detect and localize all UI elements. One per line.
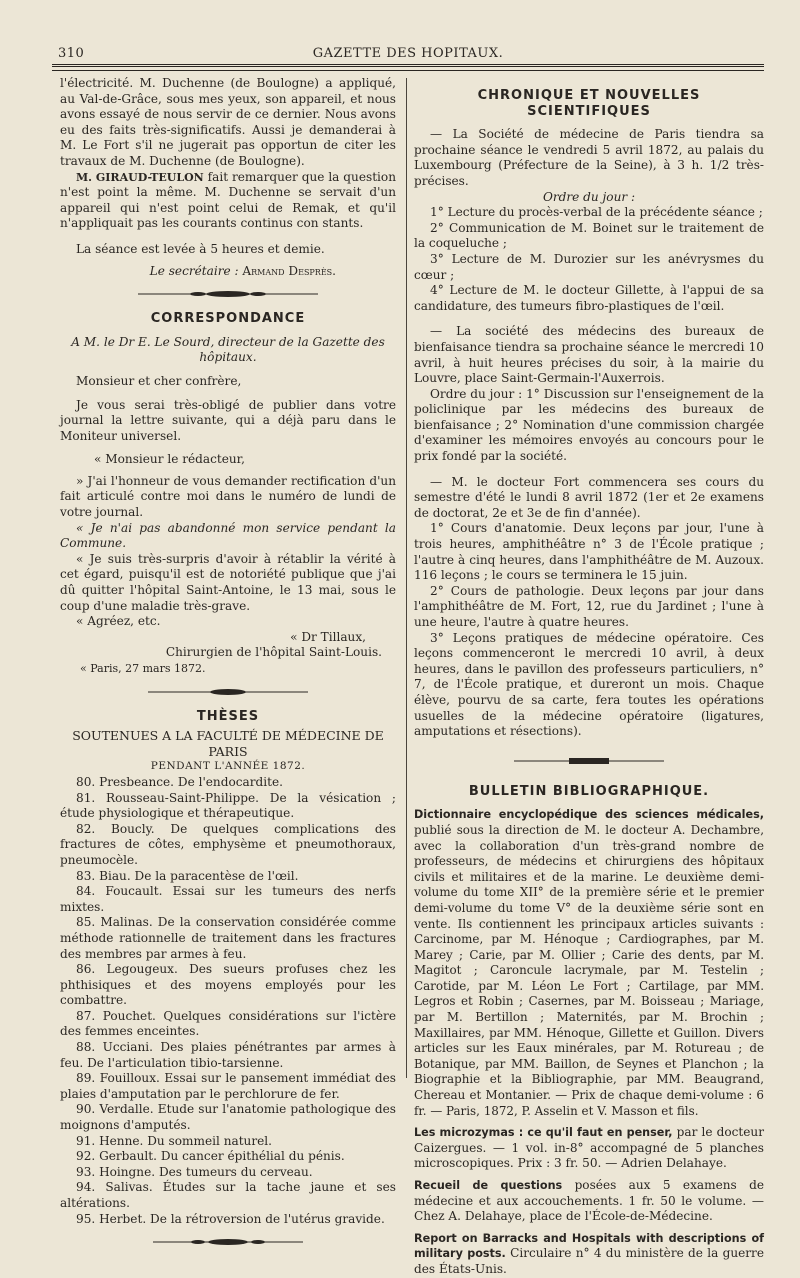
theses-subtitle: SOUTENUES A LA FACULTÉ DE MÉDECINE DE PARIS [72,728,384,759]
list-item: 89. Fouilloux. Essai sur le pansement immédiat des plaies d'amputation par le perchlorure de fer. [60,1071,396,1101]
letter-date: « Paris, 27 mars 1872. [80,662,206,675]
left-column [60,76,396,1259]
paragraph: La séance est levée à 5 heures et demie. [76,241,325,256]
running-header [58,44,758,64]
list-item: 84. Foucault. Essai sur les tumeurs des nerfs mixtes. [60,884,396,914]
list-item: 80. Presbeance. De l'endocardite. [76,774,283,789]
list-item: 85. Malinas. De la conservation considérée comme méthode rationnelle de traitement dans les fractures des membres par armes à feu. [60,915,396,961]
signature-name: Armand Desprès. [242,263,336,278]
speaker-name: M. GIRAUD-TEULON [76,170,204,184]
list-item: 2° Communication de M. Boinet sur le traitement de la coqueluche ; [414,220,764,251]
paragraph: « Je n'ai pas abandonné mon service pendant la Commune. [60,520,396,551]
paragraph: « Agréez, etc. [76,614,161,629]
order-of-day-label: Ordre du jour : [542,189,636,204]
paragraph: l'électricité. M. Duchenne (de Boulogne) a appliqué, au Val-de-Grâce, sous mes yeux, son appareil, et nous avons essayé de nous servir de ce dernier. Nous avons eu des faits très-significatifs. Aussi je demanderai à M. Le Fort s'il ne jugerait pas opportun de citer les travaux de M. Duchenne (de Boulogne). [60,76,396,168]
list-item: 90. Verdalle. Etude sur l'anatomie pathologique des moignons d'amputés. [60,1102,396,1133]
section-heading-bulletin: BULLETIN BIBLIOGRAPHIQUE. [468,783,710,799]
entry-text: Circulaire n° 4 du ministère de la guerre des États-Unis. [414,1246,764,1276]
list-item: 86. Legougeux. Des sueurs profuses chez les phthisiques et des moyens employés pour les combattre. [60,962,396,1008]
bibliography-entry [414,1125,764,1172]
ornament-divider [60,687,396,699]
paragraph: Je vous serai très-obligé de publier dans votre journal la lettre suivante, qui a déjà paru dans le Moniteur universel. [60,397,396,443]
letter-signature-name: « Dr Tillaux, [290,629,366,644]
list-item: 91. Henne. Du sommeil naturel. [76,1133,272,1148]
theses-year: PENDANT L'ANNÉE 1872. [150,760,306,773]
bibliography-entry [414,1178,764,1225]
right-column [414,76,764,1278]
list-item: 2° Cours de pathologie. Deux leçons par jour dans l'amphithéâtre de M. Fort, 12, rue du Jardinet ; l'une à une heure, l'autre à quatre heures. [414,583,764,629]
list-item: 95. Herbet. De la rétroversion de l'utérus gravide. [76,1211,385,1226]
header-rule-thin [52,70,764,71]
ornament-divider [60,289,396,301]
list-item: 3° Lecture de M. Durozier sur les anévrysmes du cœur ; [414,251,764,282]
list-item: 88. Ucciani. Des plaies pénétrantes par armes à feu. De l'articulation tibio-tarsienne. [60,1040,396,1070]
list-item: 1° Cours d'anatomie. Deux leçons par jour, l'une à trois heures, amphithéâtre n° 3 de l'École pratique ; l'autre à cinq heures, dans l'amphithéâtre de M. Auzoux. 116 leçons ; le cours se terminera le 15 juin. [414,521,764,583]
theses-list [60,775,396,1227]
column-divider [406,78,407,1078]
letter-signature-title: Chirurgien de l'hôpital Saint-Louis. [165,645,382,660]
paragraph: « Je suis très-surpris d'avoir à rétablir la vérité à cet égard, puisqu'il est de notoriété publique que j'ai dû quitter l'hôpital Saint-Antoine, le 13 mai, sous le coup d'une maladie très-grave. [60,551,396,613]
list-item: 87. Pouchet. Quelques considérations sur l'ictère des femmes enceintes. [60,1008,396,1039]
signature [60,264,396,280]
paragraph: » J'ai l'honneur de vous demander rectification d'un fait articulé contre moi dans le numéro de lundi de votre journal. [60,473,396,520]
bibliography-entry [414,1231,764,1278]
entry-title: Les microzymas : ce qu'il faut en penser, [414,1126,673,1140]
list-item: 94. Salivas. Études sur la tache jaune et ses altérations. [60,1180,396,1210]
paragraph: « Monsieur le rédacteur, [94,452,245,467]
entry-text: par le docteur Caizergues. — 1 vol. in-8° accompagné de 5 planches microscopiques. Prix : 3 fr. 50. — Adrien Delahaye. [414,1125,764,1171]
speaker-text: fait remarquer que la question n'est point la même. M. Duchenne se servait d'un appareil qui n'est point celui de Remak, et qu'il n'appliquait pas les courants continus con stants. [60,169,396,231]
bibliography-entry [414,807,764,1119]
entry-text: posées aux 5 examens de médecine et aux accouchements. 1 fr. 50 le volume. — Chez A. Delahaye, place de l'École-de-Médecine. [414,1178,764,1224]
ornament-divider [60,1237,396,1249]
paragraph [60,170,396,232]
list-item: 4° Lecture de M. le docteur Gillette, à l'appui de sa candidature, des tumeurs fibro-plastiques de l'œil. [414,283,764,313]
paragraph: — M. le docteur Fort commencera ses cours du semestre d'été le lundi 8 avril 1872 (1er et 2e examens de doctorat, 2e et 3e de fin d'année). [414,474,764,520]
signature-label: Le secrétaire : [149,263,243,278]
section-heading-correspondance: CORRESPONDANCE [150,311,306,327]
entry-title: Recueil de questions [414,1179,563,1192]
list-item: 82. Boucly. De quelques complications des fractures de côtes, emphysème et pneumothoraux, pneumocèle. [60,821,396,867]
entry-title: Dictionnaire encyclopédique des sciences médicales, [414,808,764,822]
header-rule [52,64,764,67]
paragraph: — La société des médecins des bureaux de bienfaisance tiendra sa prochaine séance le mercredi 10 avril, à huit heures précises du soir, à la mairie du Louvre, place Saint-Germain-l'Auxerrois. [414,324,764,386]
paragraph: — La Société de médecine de Paris tiendra sa prochaine séance le vendredi 5 avril 1872, au palais du Luxembourg (Préfecture de la Seine), à 3 h. 1/2 très-précises. [414,127,764,188]
section-heading-chronique: CHRONIQUE ET NOUVELLES SCIENTIFIQUES [477,88,701,119]
journal-title: GAZETTE DES HOPITAUX. [312,46,504,61]
paragraph: Ordre du jour : 1° Discussion sur l'enseignement de la policlinique par les médecins des bureaux de bienfaisance ; 2° Nomination d'une commission chargée d'examiner les mémoires envoyés au concours pour le prix fondé par la société. [414,386,764,464]
ornament-divider [414,756,764,768]
page-number: 310 [58,46,85,61]
list-item: 93. Hoingne. Des tumeurs du cerveau. [76,1164,313,1179]
entry-text: publié sous la direction de M. le docteur A. Dechambre, avec la collaboration d'un très-grand nombre de professeurs, de médecins et chirurgiens des hôpitaux civils et militaires et de la marine. Le deuxième demi-volume du tome XII° de la première série et le premier demi-volume du tome V° de la deuxième série sont en vente. Ils contiennent les principaux articles suivants : Carcinome, par M. Hénoque ; Cardiographes, par M. Marey ; Carie, par M. Ollier ; Carie des dents, par M. Magitot ; Caroncule lacrymale, par M. Testelin ; Carotide, par M. Léon Le Fort ; Cartilage, par MM. Legros et Robin ; Casernes, par M. Boisseau ; Mariage, par M. Bertillon ; Maternités, par M. Brochin ; Maxillaires, par MM. Hénoque, Gillette et Guillon. Divers articles sur les Eaux minérales, par M. Rotureau ; de Botanique, par MM. Baillon, de Seynes et Planchon ; la Biographie et la Bibliographie, par MM. Beaugrand, Chereau et Montanier. — Prix de chaque demi-volume : 6 fr. — Paris, 1872, P. Asselin et V. Masson et fils. [414,822,764,1118]
letter-address: A M. le Dr E. Le Sourd, directeur de la Gazette des hôpitaux. [71,334,385,365]
list-item: 92. Gerbault. Du cancer épithélial du pénis. [76,1149,345,1164]
list-item: 3° Leçons pratiques de médecine opératoire. Ces leçons commenceront le mercredi 10 avril, à deux heures, dans le pavillon des professeurs particuliers, n° 7, de l'École pratique, et dureront un mois. Chaque élève, pourvu de sa carte, fera toutes les opérations usuelles de la médecine opératoire (ligatures, amputations et résections). [414,630,764,739]
list-item: 83. Biau. De la paracentèse de l'œil. [76,868,299,883]
list-item: 1° Lecture du procès-verbal de la précédente séance ; [430,205,763,220]
entry-title: Report on Barracks and Hospitals with descriptions of military posts. [414,1231,764,1261]
section-heading-theses: THÈSES [196,708,260,724]
letter-salutation: Monsieur et cher confrère, [76,373,242,388]
list-item: 81. Rousseau-Saint-Philippe. De la vésication ; étude physiologique et thérapeutique. [60,790,396,821]
